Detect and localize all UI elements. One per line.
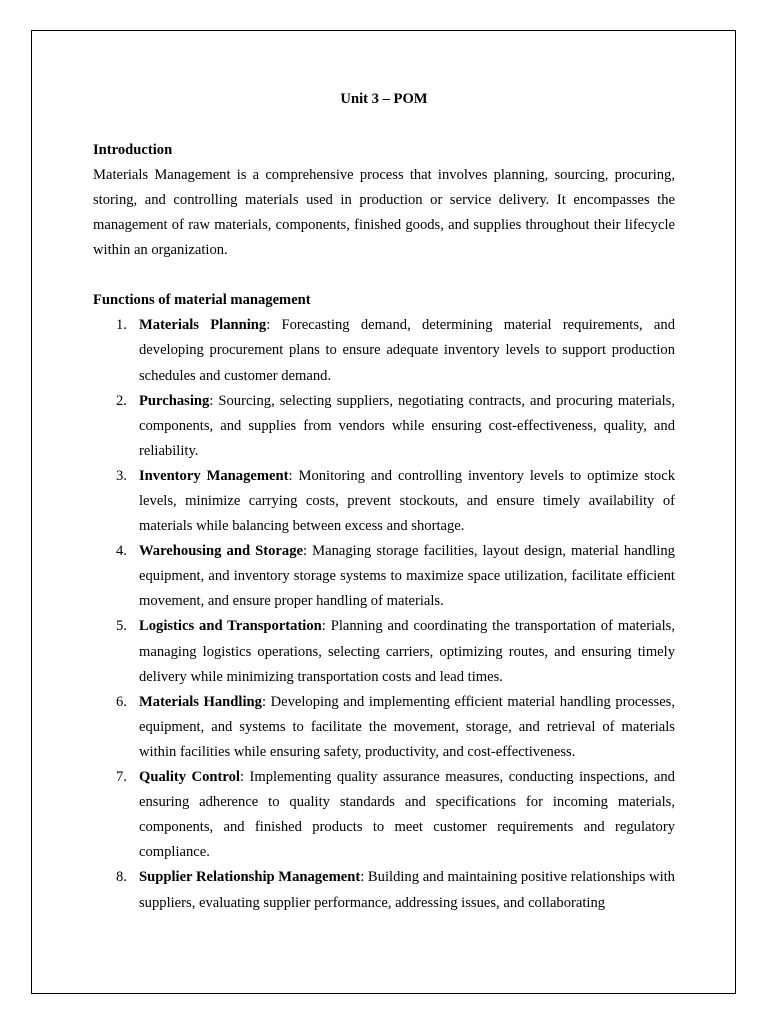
- document-body: [93, 87, 675, 916]
- item-description: : Forecasting demand, determining material requirements, and developing procurement plans to ensure adequate inventory levels to support production schedules and customer demand.: [139, 317, 675, 384]
- functions-heading: Functions of material management: [93, 292, 311, 309]
- item-description: : Planning and coordinating the transportation of materials, managing logistics operations, selecting carriers, optimizing routes, and ensuring timely delivery while minimizing transportation costs and lead times.: [139, 618, 675, 685]
- functions-list: [93, 313, 675, 915]
- item-description: : Developing and implementing efficient material handling processes, equipment, and systems to facilitate the movement, storage, and retrieval of materials within facilities while ensuring safety, productivity, and cost-effectiveness.: [139, 693, 675, 760]
- intro-heading: Introduction: [93, 141, 173, 158]
- list-item: [93, 690, 675, 765]
- list-item: [93, 614, 675, 689]
- item-number: 3.: [116, 467, 127, 484]
- item-description: : Implementing quality assurance measures, conducting inspections, and ensuring adherence to quality standards and specifications for incoming materials, components, and finished products to meet customer requirements and regulatory compliance.: [139, 769, 675, 861]
- item-description: : Monitoring and controlling inventory levels to optimize stock levels, minimize carrying costs, prevent stockouts, and ensure timely availability of materials while balancing between excess and shortage.: [139, 467, 675, 535]
- item-description: : Sourcing, selecting suppliers, negotiating contracts, and procuring materials, components, and supplies from vendors while ensuring cost-effectiveness, quality, and reliability.: [139, 392, 675, 459]
- item-number: 5.: [116, 618, 127, 635]
- document-title: Unit 3 – POM: [340, 91, 428, 107]
- intro-paragraph: Materials Management is a comprehensive process that involves planning, sourcing, procuring, storing, and controlling materials used in production or service delivery. It encompasses the management of raw materials, components, finished goods, and supplies throughout their lifecycle within an organization.: [93, 166, 675, 259]
- item-term: Logistics and Transportation: [139, 618, 322, 635]
- item-number: 2.: [116, 392, 127, 409]
- list-item: [93, 765, 675, 865]
- item-number: 4.: [116, 543, 127, 560]
- item-number: 7.: [116, 769, 127, 786]
- item-term: Purchasing: [139, 392, 210, 409]
- item-number: 1.: [116, 317, 127, 334]
- list-item: [93, 464, 675, 539]
- item-description: : Managing storage facilities, layout design, material handling equipment, and inventory storage systems to maximize space utilization, facilitate efficient movement, and ensure proper handling of materials.: [139, 543, 675, 610]
- list-item: [93, 865, 675, 915]
- list-item: [93, 313, 675, 388]
- item-term: Materials Planning: [139, 317, 267, 334]
- list-item: [93, 539, 675, 614]
- item-term: Warehousing and Storage: [139, 543, 303, 560]
- item-description: : Building and maintaining positive relationships with suppliers, evaluating supplier performance, addressing issues, and collaborating: [139, 869, 675, 911]
- item-term: Inventory Management: [139, 467, 289, 484]
- item-number: 8.: [116, 869, 127, 886]
- item-term: Supplier Relationship Management: [139, 869, 361, 886]
- list-item: [93, 389, 675, 464]
- item-term: Quality Control: [139, 769, 240, 786]
- item-term: Materials Handling: [139, 693, 262, 710]
- item-number: 6.: [116, 693, 127, 710]
